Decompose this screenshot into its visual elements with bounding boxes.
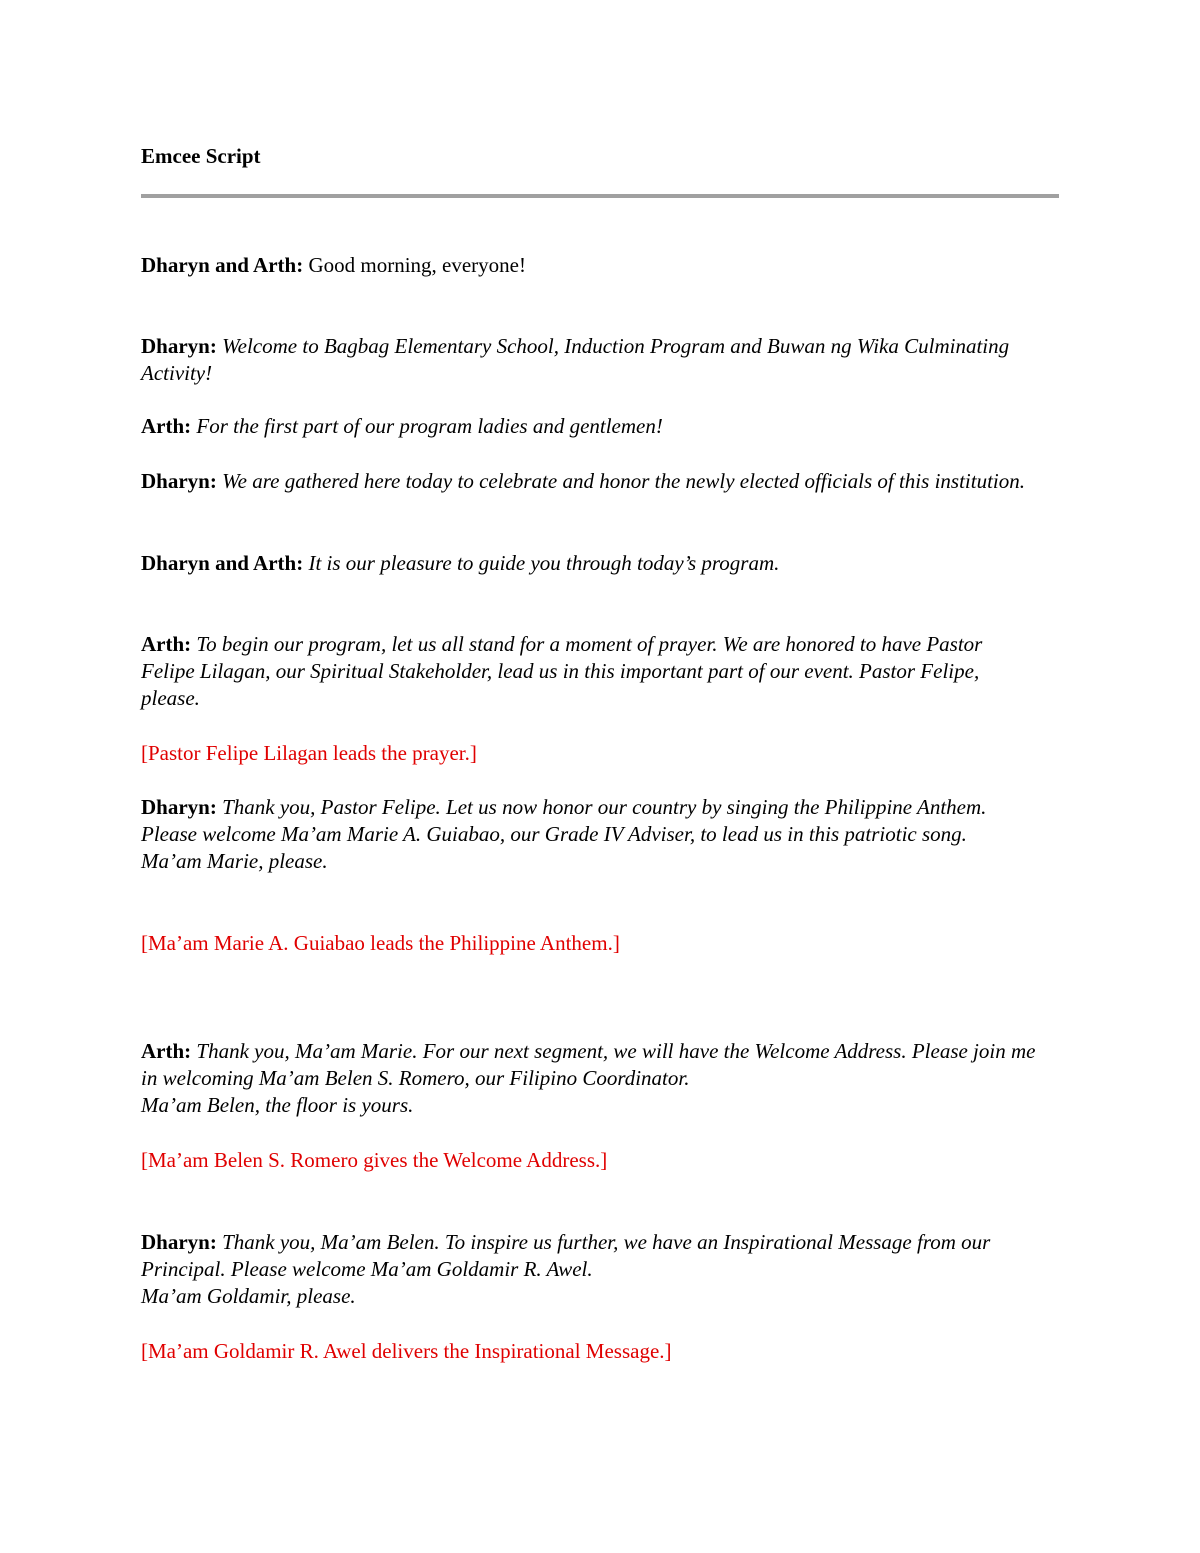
speaker-label: Arth:	[141, 1039, 192, 1063]
spoken-text: Ma’am Marie, please.	[141, 849, 328, 873]
script-line	[141, 1229, 1041, 1310]
speaker-label: Dharyn:	[141, 1230, 217, 1254]
spoken-text: Welcome to Bagbag Elementary School, Induction Program and Buwan ng Wika Culminating Activity!	[141, 334, 1010, 385]
spoken-text: Thank you, Pastor Felipe. Let us now honor our country by singing the Philippine Anthem. Please welcome Ma’am Marie A. Guiabao, our Grade IV Adviser, to lead us in this patriotic song.	[141, 795, 987, 846]
speaker-label: Arth:	[141, 632, 192, 656]
script-line	[141, 794, 1041, 875]
speaker-label: Dharyn and Arth:	[141, 551, 304, 575]
speaker-label: Dharyn:	[141, 334, 217, 358]
script-line	[141, 1038, 1041, 1119]
spoken-text: For the first part of our program ladies and gentlemen!	[196, 414, 663, 438]
spoken-text: It is our pleasure to guide you through today’s program.	[308, 551, 780, 575]
speaker-label: Arth:	[141, 414, 192, 438]
speaker-label: Dharyn and Arth:	[141, 253, 304, 277]
stage-direction: [Ma’am Marie A. Guiabao leads the Philippine Anthem.]	[141, 931, 620, 955]
spoken-text: Ma’am Goldamir, please.	[141, 1284, 356, 1308]
speaker-label: Dharyn:	[141, 795, 217, 819]
spoken-text: Ma’am Belen, the floor is yours.	[141, 1093, 414, 1117]
horizontal-rule	[141, 194, 1059, 198]
document-title: Emcee Script	[141, 144, 261, 168]
stage-direction: [Ma’am Belen S. Romero gives the Welcome Address.]	[141, 1148, 608, 1172]
spoken-text: To begin our program, let us all stand for a moment of prayer. We are honored to have Pastor Felipe Lilagan, our Spiritual Stakeholder, lead us in this important part of our event. Pastor Felipe, please.	[141, 632, 983, 710]
script-line	[141, 333, 1041, 387]
script-line	[141, 468, 1041, 495]
stage-direction: [Ma’am Goldamir R. Awel delivers the Inspirational Message.]	[141, 1339, 672, 1363]
spoken-text: We are gathered here today to celebrate and honor the newly elected officials of this institution.	[222, 469, 1025, 493]
script-line	[141, 550, 1041, 577]
script-line	[141, 252, 1041, 279]
speaker-label: Dharyn:	[141, 469, 217, 493]
spoken-text: Good morning, everyone!	[308, 253, 526, 277]
script-line	[141, 413, 1041, 440]
spoken-text: Thank you, Ma’am Marie. For our next segment, we will have the Welcome Address. Please join me in welcoming Ma’am Belen S. Romero, our Filipino Coordinator.	[141, 1039, 1036, 1090]
spoken-text: Thank you, Ma’am Belen. To inspire us further, we have an Inspirational Message from our Principal. Please welcome Ma’am Goldamir R. Awel.	[141, 1230, 991, 1281]
stage-direction: [Pastor Felipe Lilagan leads the prayer.]	[141, 741, 477, 765]
script-line	[141, 631, 1041, 712]
